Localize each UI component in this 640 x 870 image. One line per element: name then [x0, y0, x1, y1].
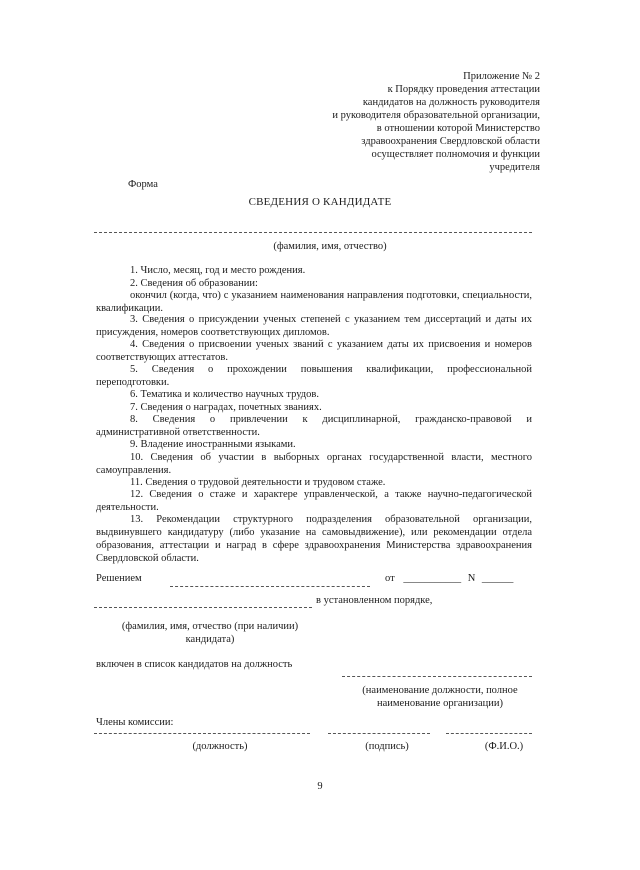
candidate-underline — [94, 607, 312, 608]
appendix-header — [240, 70, 540, 174]
items-9: 9. Владение иностранными языками. — [130, 439, 296, 450]
page-title: СВЕДЕНИЯ О КАНДИДАТЕ — [248, 196, 392, 208]
position-caption-line2: наименование организации) — [377, 698, 503, 709]
commission-fio-underline — [446, 733, 532, 734]
decision-underline — [170, 586, 370, 587]
appendix-line: к Порядку проведения аттестации — [387, 84, 540, 95]
items-12-text: 12. Сведения о стаже и характере управленческой, а также научно-педагогической деятельности. — [96, 489, 532, 513]
position-caption-line1: (наименование должности, полное — [362, 685, 518, 696]
col-position-caption: (должность) — [192, 741, 248, 752]
form-label: Форма — [128, 179, 158, 190]
commission-position-underline — [94, 733, 310, 734]
items-1: 1. Число, месяц, год и место рождения. — [130, 265, 306, 276]
fio-underline — [94, 232, 532, 233]
items-12 — [96, 488, 532, 514]
items-8 — [96, 413, 532, 439]
number-blank: ______ — [481, 573, 514, 584]
items-11: 11. Сведения о трудовой деятельности и трудовом стаже. — [130, 477, 386, 488]
items-10-text: 10. Сведения об участии в выборных органах государственной власти, местного самоуправления. — [96, 452, 532, 476]
decision-date-row — [385, 572, 513, 585]
items-7: 7. Сведения о наградах, почетных званиях. — [130, 402, 322, 413]
items-2: 2. Сведения об образовании: — [130, 278, 258, 289]
commission-label: Члены комиссии: — [96, 717, 174, 728]
items-8-text: 8. Сведения о привлечении к дисциплинарной, гражданско-правовой и административной ответственности. — [96, 414, 532, 438]
appendix-line: учредителя — [489, 162, 540, 173]
commission-signature-underline — [328, 733, 430, 734]
items-13 — [96, 513, 532, 565]
items-10 — [96, 451, 532, 477]
col-signature-caption: (подпись) — [365, 741, 409, 752]
included-text: включен в список кандидатов на должность — [96, 659, 293, 670]
appendix-line: и руководителя образовательной организации, — [332, 110, 540, 121]
position-underline — [342, 676, 532, 677]
items-13-text: 13. Рекомендации структурного подразделения образовательной организации, выдвинувшего кандидатуру (либо указание на самовыдвижение), или рекомендации отдела образования, аттестации и наград в сфере здравоохранения Министерства здравоохранения Свердловской области. — [96, 514, 532, 564]
items-3-text: 3. Сведения о присуждении ученых степеней с указанием тем диссертаций и даты их присуждения, номеров соответствующих дипломов. — [96, 314, 532, 338]
appendix-line: здравоохранения Свердловской области — [361, 136, 540, 147]
position-caption — [340, 684, 540, 710]
col-fio-caption: (Ф.И.О.) — [484, 741, 524, 752]
appendix-line: кандидатов на должность руководителя — [362, 97, 540, 108]
candidate-caption-line2: кандидата) — [185, 634, 235, 645]
items-2-detail-text: окончил (когда, что) с указанием наименования направления подготовки, специальности, квалификации. — [96, 290, 532, 314]
candidate-caption — [100, 620, 320, 646]
items-5 — [96, 363, 532, 389]
appendix-line: в отношении которой Министерство — [376, 123, 540, 134]
appendix-line: осуществляет полномочия и функции — [371, 149, 540, 160]
items-2-detail — [96, 289, 532, 315]
fio-caption: (фамилия, имя, отчество) — [273, 241, 387, 252]
candidate-caption-line1: (фамилия, имя, отчество (при наличии) — [121, 621, 299, 632]
items-3 — [96, 313, 532, 339]
date-blank: ___________ — [403, 573, 462, 584]
number-label: N — [467, 573, 476, 584]
items-4 — [96, 338, 532, 364]
appendix-line: Приложение № 2 — [463, 71, 540, 82]
items-5-text: 5. Сведения о прохождении повышения квалификации, профессиональной переподготовки. — [96, 364, 532, 388]
items-4-text: 4. Сведения о присвоении ученых званий с указанием даты их присвоения и номеров соответствующих аттестатов. — [96, 339, 532, 363]
date-from-label: от — [385, 573, 395, 584]
items-6: 6. Тематика и количество научных трудов. — [130, 389, 319, 400]
page-number: 9 — [317, 781, 323, 792]
established-order-text: в установленном порядке, — [316, 595, 433, 606]
decision-label: Решением — [96, 573, 142, 584]
